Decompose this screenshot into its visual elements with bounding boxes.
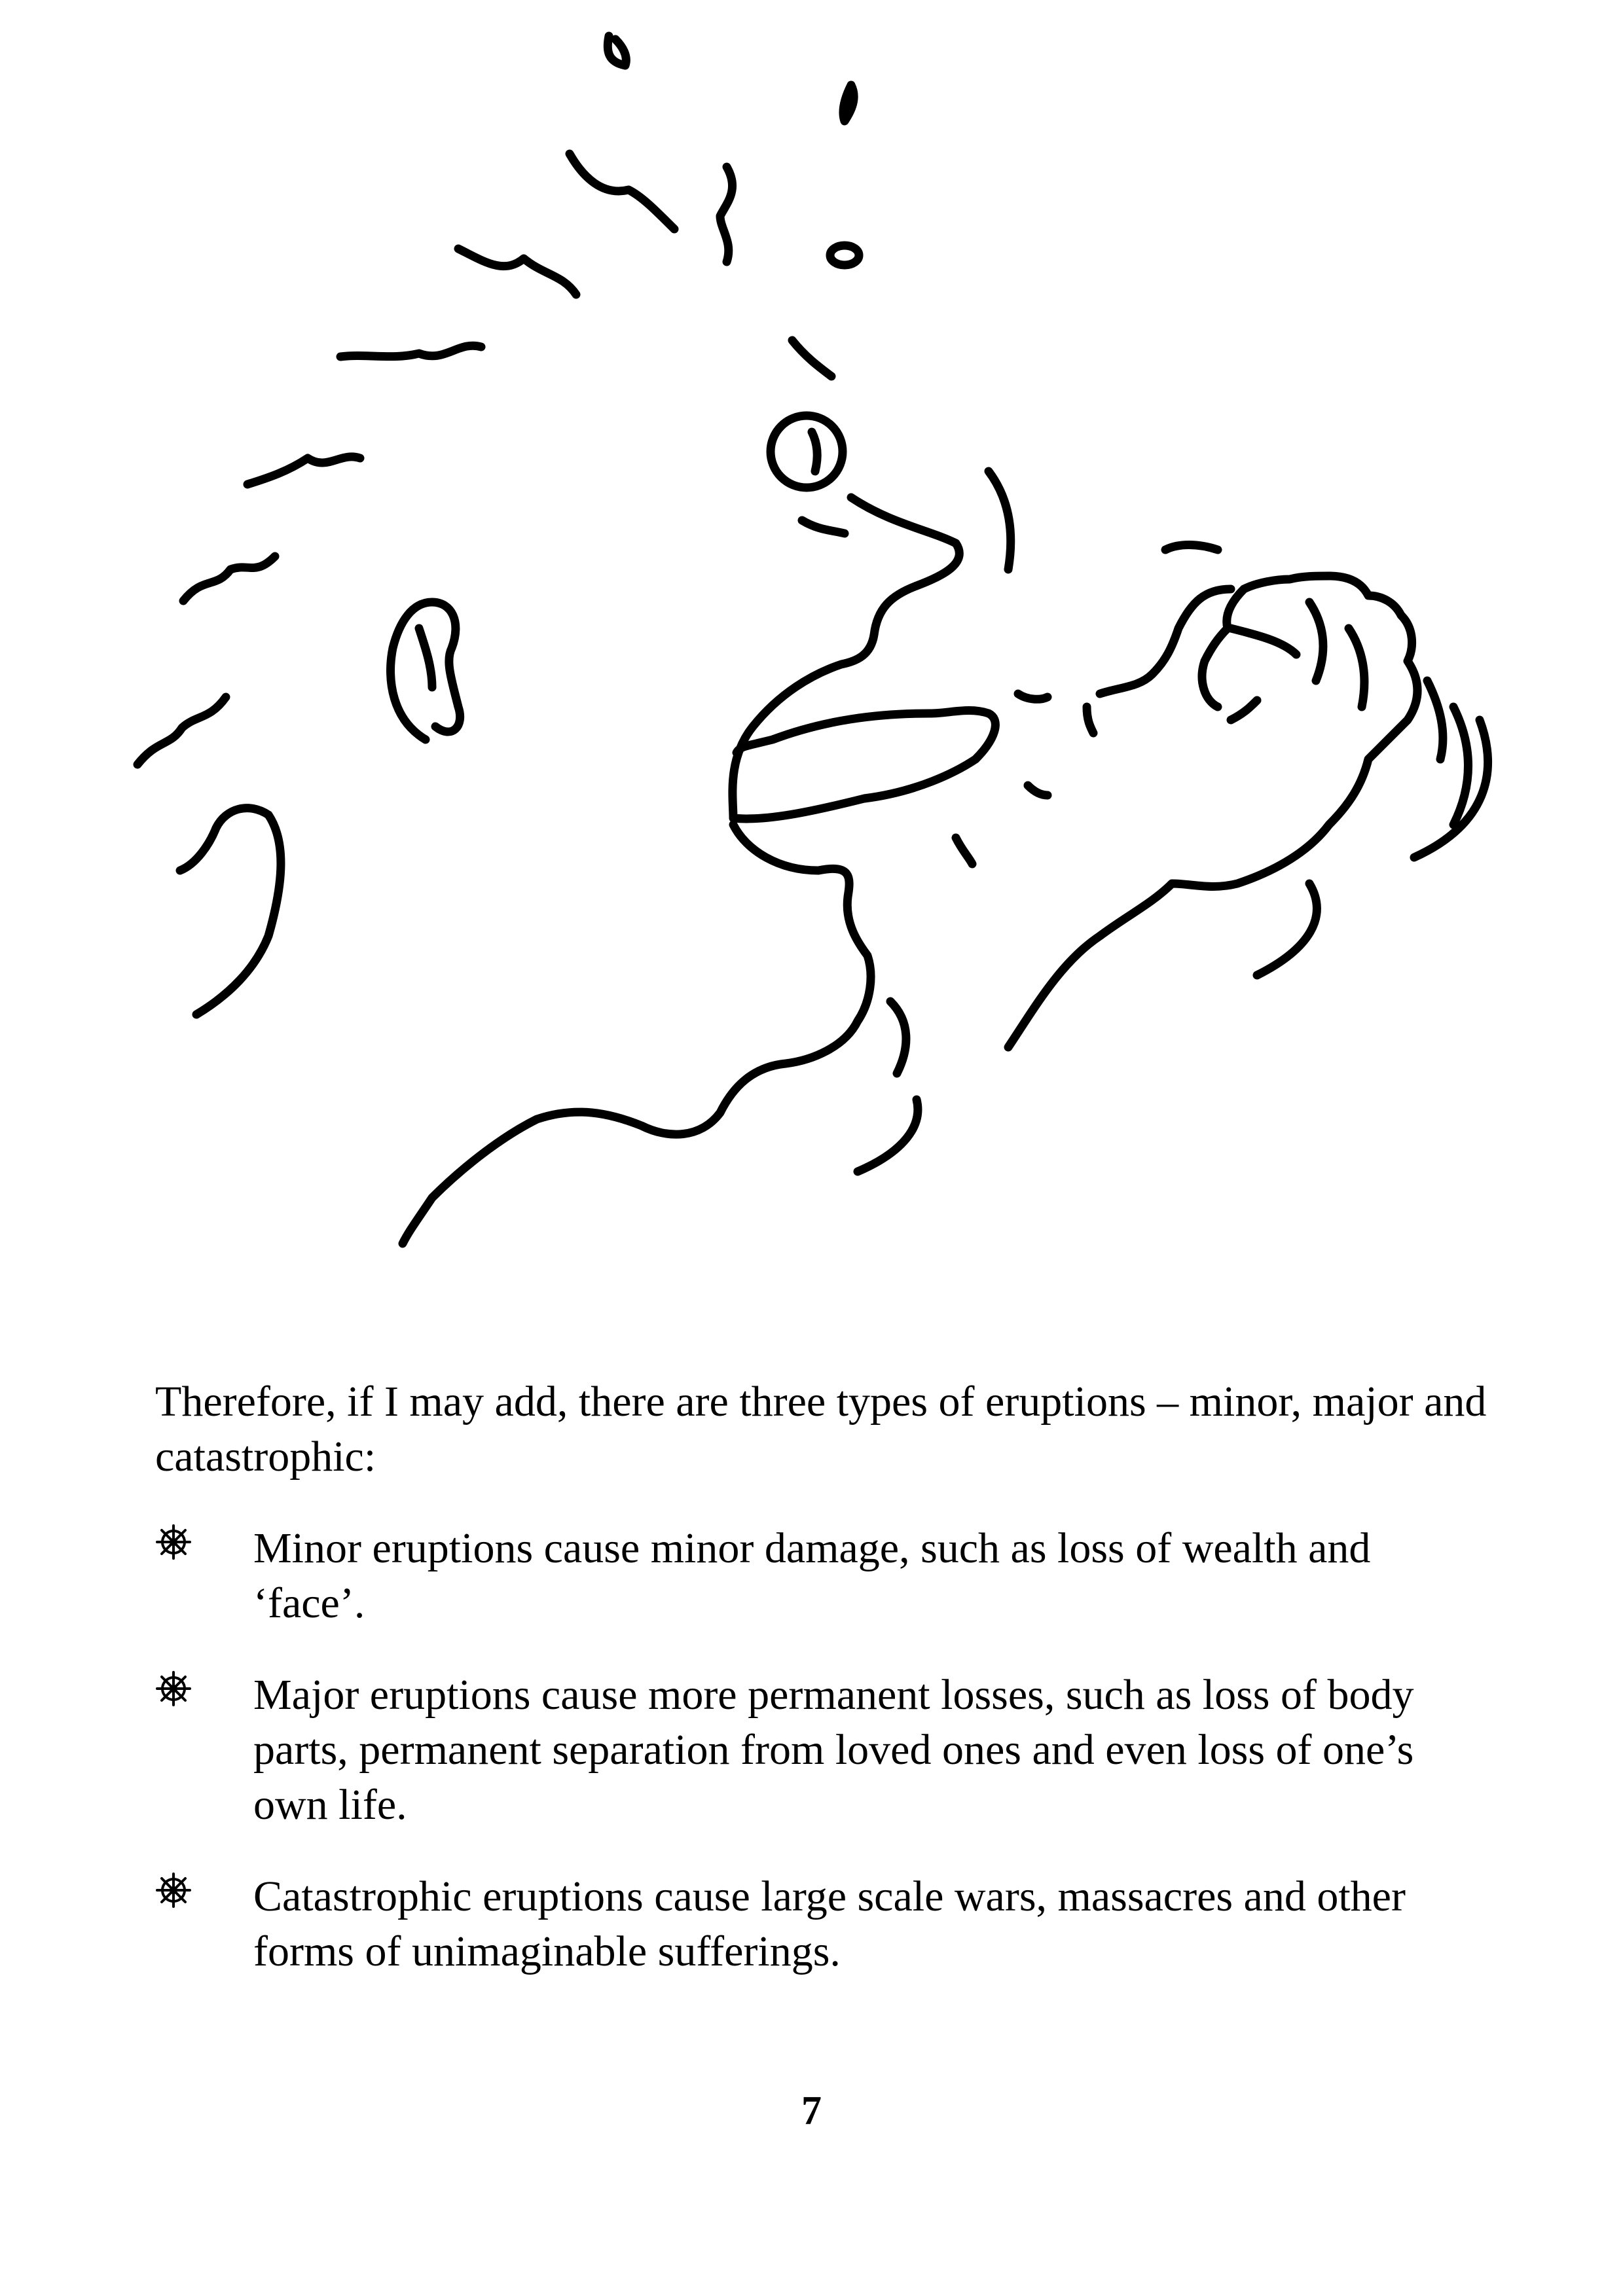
intro-paragraph: Therefore, if I may add, there are three types of eruptions – minor, major and catastrophic: bbox=[155, 1378, 1487, 1480]
dharma-wheel-icon bbox=[155, 1670, 192, 1707]
page-number: 7 bbox=[801, 2089, 822, 2133]
bullet-text: Catastrophic eruptions cause large scale wars, massacres and other forms of unimaginable sufferings. bbox=[253, 1873, 1406, 1975]
dharma-wheel-icon bbox=[155, 1872, 192, 1909]
list-item bbox=[155, 1668, 1491, 1833]
eruption-types-list bbox=[155, 1521, 1491, 1979]
list-item bbox=[155, 1869, 1491, 1979]
bullet-text: Minor eruptions cause minor damage, such as loss of wealth and ‘face’. bbox=[253, 1524, 1371, 1627]
body-text bbox=[155, 1374, 1491, 2016]
list-item bbox=[155, 1521, 1491, 1631]
bullet-text: Major eruptions cause more permanent losses, such as loss of body parts, permanent separation from loved ones and even loss of one’s own life. bbox=[253, 1671, 1414, 1829]
dharma-wheel-icon bbox=[155, 1524, 192, 1560]
